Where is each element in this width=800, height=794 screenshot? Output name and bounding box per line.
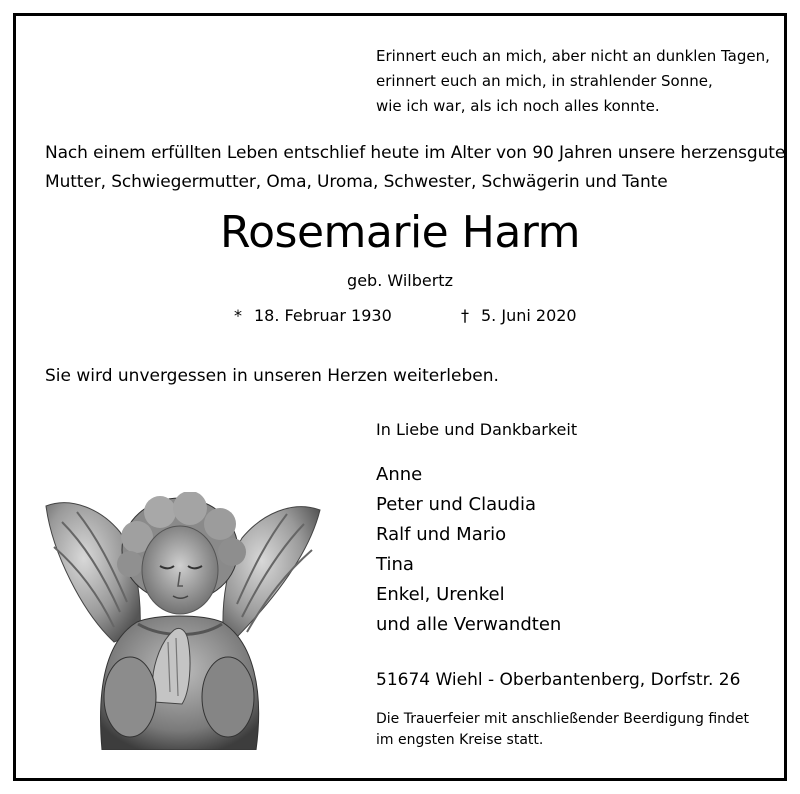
- intro-line: Nach einem erfüllten Leben entschlief heute im Alter von 90 Jahren unsere herzensgute: [45, 143, 786, 163]
- birth-star-icon: *: [234, 306, 242, 325]
- poem: [376, 44, 770, 119]
- mourner-item: Tina: [376, 554, 414, 575]
- death-cross-icon: †: [461, 306, 469, 325]
- maiden-name: geb. Wilbertz: [347, 271, 453, 290]
- poem-line: wie ich war, als ich noch alles konnte.: [376, 97, 660, 115]
- thanks-line: In Liebe und Dankbarkeit: [376, 420, 578, 439]
- deceased-name: Rosemarie Harm: [220, 207, 580, 258]
- mourner-item: Ralf und Mario: [376, 524, 507, 545]
- mourner-item: Anne: [376, 464, 423, 485]
- birth-date: 18. Februar 1930: [254, 306, 392, 325]
- mourners-list: [376, 460, 561, 640]
- poem-line: erinnert euch an mich, in strahlender Sonne,: [376, 72, 713, 90]
- birth-date-line: [234, 306, 392, 325]
- praying-angel-image: [42, 492, 322, 750]
- funeral-note-line: Die Trauerfeier mit anschließender Beerdigung findet: [376, 711, 750, 727]
- poem-line: Erinnert euch an mich, aber nicht an dunklen Tagen,: [376, 47, 770, 65]
- death-date-line: [461, 306, 577, 325]
- memory-line: Sie wird unvergessen in unseren Herzen weiterleben.: [45, 366, 499, 386]
- funeral-note-line: im engsten Kreise statt.: [376, 732, 544, 748]
- intro-line: Mutter, Schwiegermutter, Oma, Uroma, Schwester, Schwägerin und Tante: [45, 172, 668, 192]
- funeral-note: [376, 709, 749, 751]
- intro-text: [45, 139, 785, 197]
- death-date: 5. Juni 2020: [481, 306, 577, 325]
- address: 51674 Wiehl - Oberbantenberg, Dorfstr. 26: [376, 670, 741, 690]
- mourner-item: und alle Verwandten: [376, 614, 562, 635]
- mourner-item: Peter und Claudia: [376, 494, 536, 515]
- mourner-item: Enkel, Urenkel: [376, 584, 505, 605]
